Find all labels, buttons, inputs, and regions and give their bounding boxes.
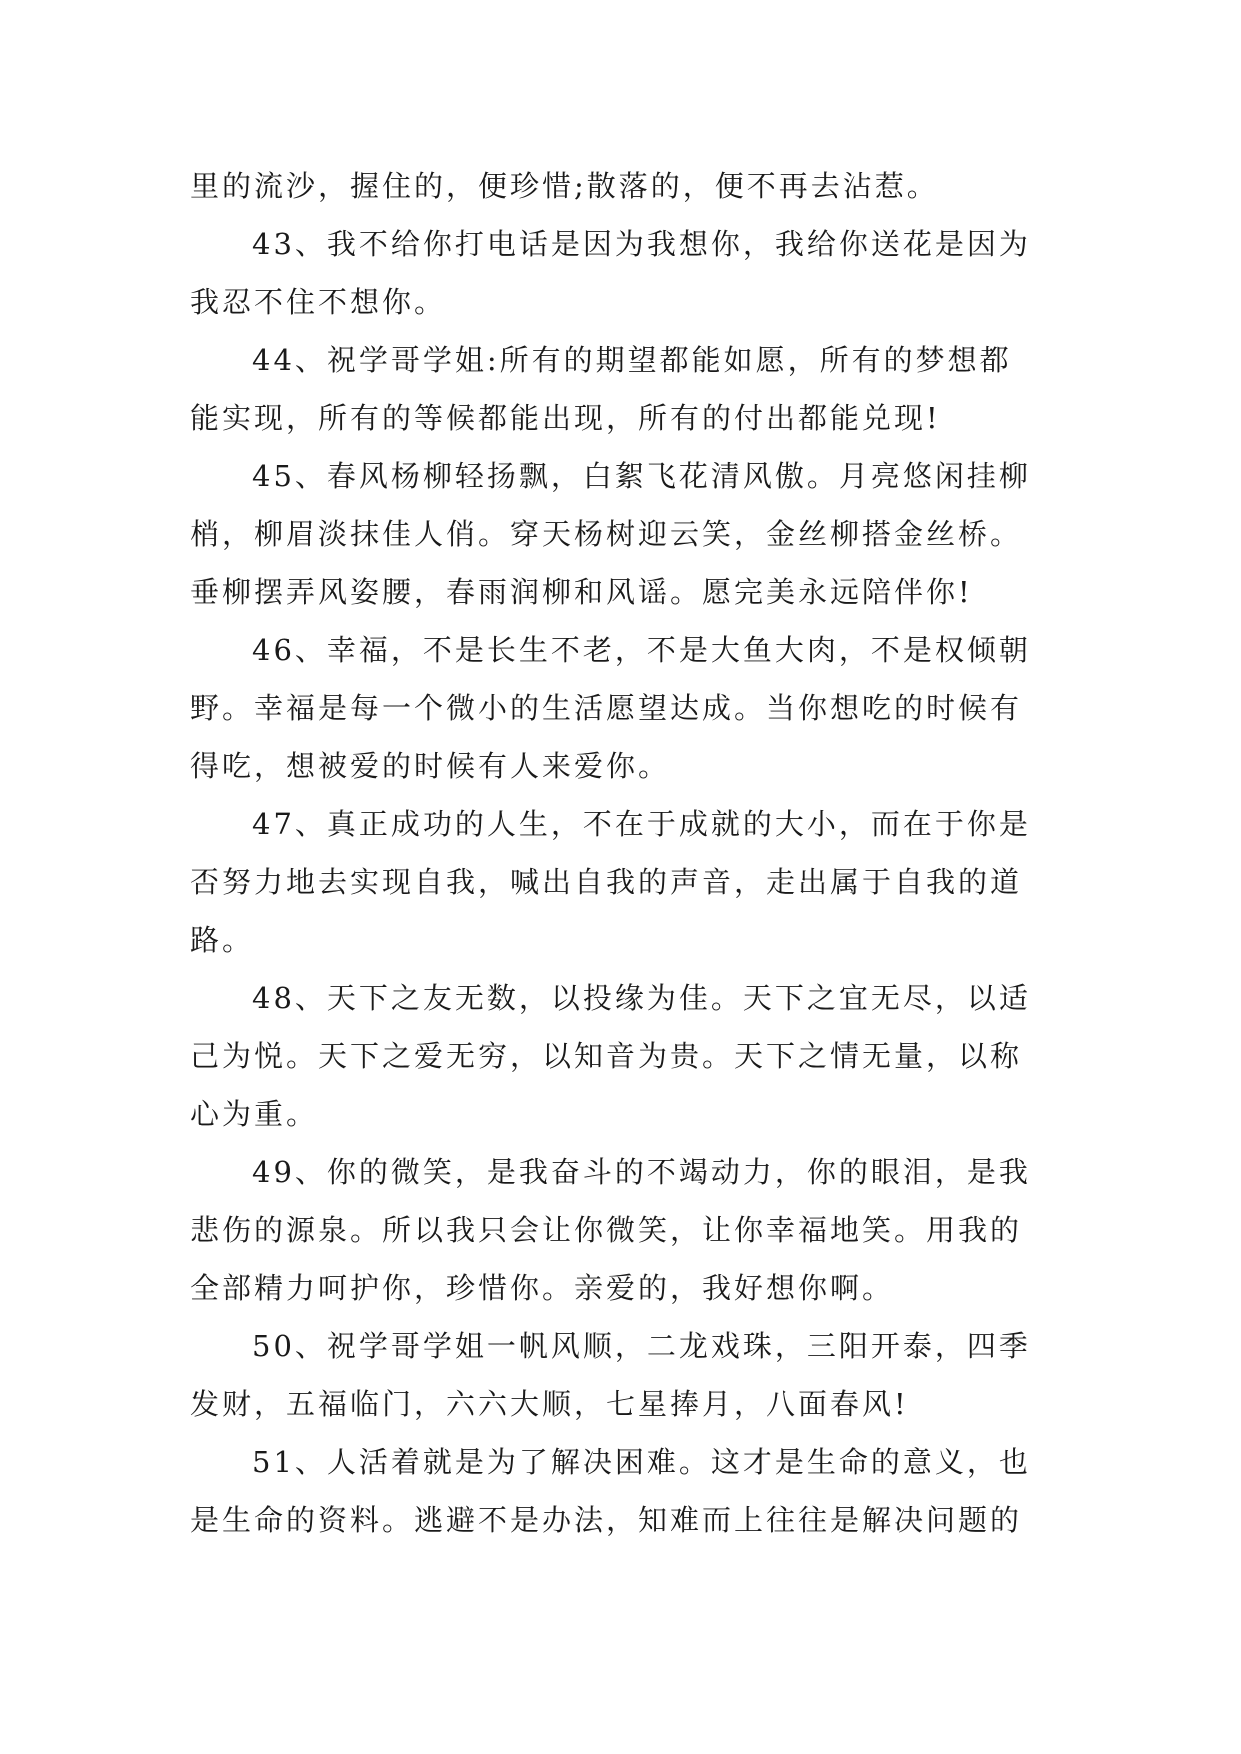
- text-line: 里的流沙，握住的，便珍惜;散落的，便不再去沾惹。: [190, 169, 939, 203]
- text-line: 能实现，所有的等候都能出现，所有的付出都能兑现!: [190, 401, 941, 435]
- paragraph-45-line-1: 45、春风杨柳轻扬飘，白絮飞花清风傲。月亮悠闲挂柳: [252, 459, 1031, 493]
- paragraph-47-line-1: 47、真正成功的人生，不在于成就的大小，而在于你是: [252, 807, 1031, 841]
- text-line: 垂柳摆弄风姿腰，春雨润柳和风谣。愿完美永远陪伴你!: [190, 575, 973, 609]
- text-line: 心为重。: [190, 1097, 319, 1131]
- paragraph-50-line-1: 50、祝学哥学姐一帆风顺，二龙戏珠，三阳开泰，四季: [252, 1329, 1031, 1363]
- text-line: 野。幸福是每一个微小的生活愿望达成。当你想吃的时候有: [190, 691, 1023, 725]
- paragraph-46-line-1: 46、幸福，不是长生不老，不是大鱼大肉，不是权倾朝: [252, 633, 1031, 667]
- document-body: [190, 157, 1060, 1549]
- text-line: 全部精力呵护你，珍惜你。亲爱的，我好想你啊。: [190, 1271, 895, 1305]
- text-line: 我忍不住不想你。: [190, 285, 447, 319]
- text-line: 路。: [190, 923, 255, 957]
- text-line: 否努力地去实现自我，喊出自我的声音，走出属于自我的道: [190, 865, 1023, 899]
- text-line: 发财，五福临门，六六大顺，七星捧月，八面春风!: [190, 1387, 909, 1421]
- paragraph-48-line-1: 48、天下之友无数，以投缘为佳。天下之宜无尽，以适: [252, 981, 1031, 1015]
- paragraph-43-line-1: 43、我不给你打电话是因为我想你，我给你送花是因为: [252, 227, 1031, 261]
- paragraph-49-line-1: 49、你的微笑，是我奋斗的不竭动力，你的眼泪，是我: [252, 1155, 1031, 1189]
- text-line: 悲伤的源泉。所以我只会让你微笑，让你幸福地笑。用我的: [190, 1213, 1023, 1247]
- text-line: 己为悦。天下之爱无穷，以知音为贵。天下之情无量，以称: [190, 1039, 1023, 1073]
- paragraph-44-line-1: 44、祝学哥学姐:所有的期望都能如愿，所有的梦想都: [252, 343, 1012, 377]
- text-line: 梢，柳眉淡抹佳人俏。穿天杨树迎云笑，金丝柳搭金丝桥。: [190, 517, 1023, 551]
- text-line: 是生命的资料。逃避不是办法，知难而上往往是解决问题的: [190, 1503, 1023, 1537]
- text-line: 得吃，想被爱的时候有人来爱你。: [190, 749, 671, 783]
- paragraph-51-line-1: 51、人活着就是为了解决困难。这才是生命的意义，也: [252, 1445, 1031, 1479]
